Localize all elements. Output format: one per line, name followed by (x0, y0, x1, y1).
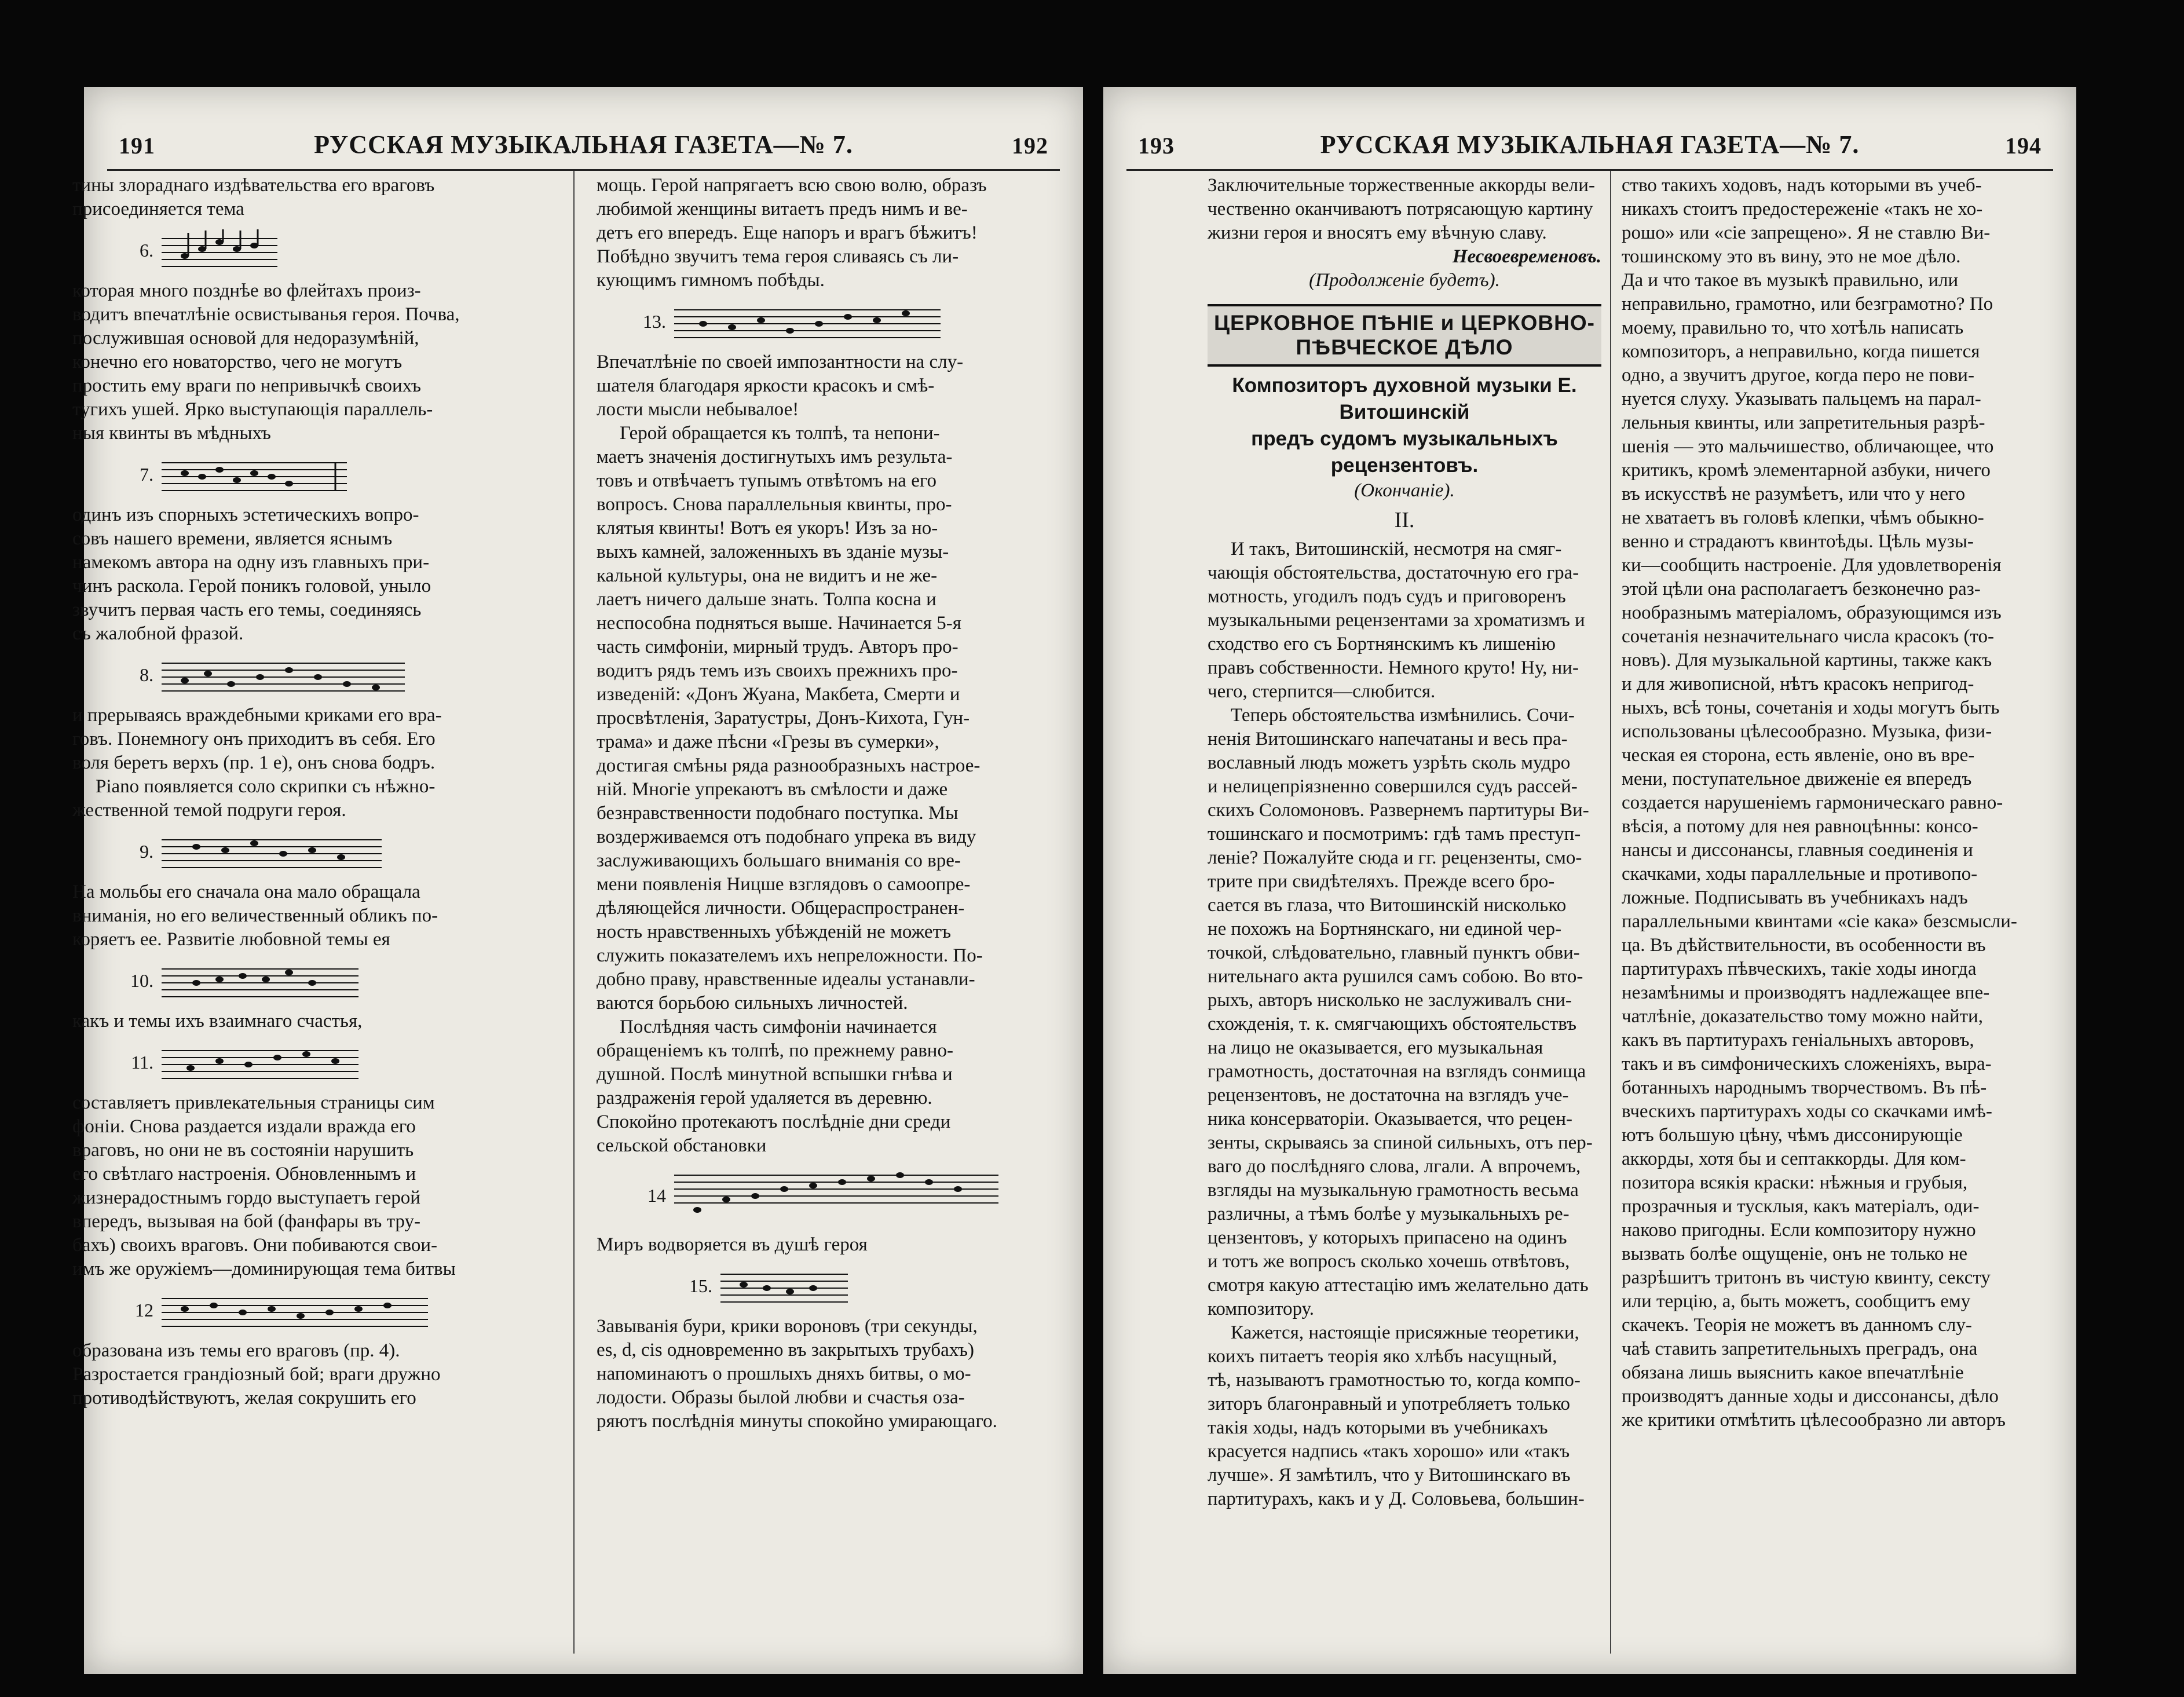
text-line: трите при свидѣтеляхъ. Прежде всего бро- (1208, 871, 1555, 892)
paragraph (597, 350, 1066, 422)
text-line: композиторъ, а неправильно, когда пишется (1622, 341, 1980, 362)
music-staff (162, 1287, 428, 1333)
example-number: 7. (140, 463, 153, 485)
text-line: чего, стерпится—слюбится. (1208, 681, 1436, 702)
text-line: Да и что такое въ музыкѣ правильно, или (1622, 270, 1959, 291)
text-line: тугихъ ушей. Ярко выступающія параллель- (72, 399, 433, 420)
text-line: схожденія, т. к. смягчающихъ обстоятельствъ (1208, 1014, 1577, 1034)
text-line: скихъ Соломоновъ. Развернемъ партитуры Ви- (1208, 800, 1589, 821)
text-line: ваются борьбою сильныхъ личностей. (597, 993, 908, 1014)
text-line: вопросъ. Снова параллельныя квинты, про- (597, 494, 952, 515)
text-line: моему, правильно то, что хотѣль написать (1622, 317, 1964, 338)
text-line: впередъ, вызывая на бой (фанфары въ тру- (72, 1211, 420, 1232)
text-line: въ искусствѣ не разумѣетъ, или что у него (1622, 484, 1966, 504)
text-line: дѣляющейся личности. Общераспространен- (597, 898, 965, 919)
music-example (84, 822, 565, 880)
text-line: Завыванія бури, крики вороновъ (три секунды, (597, 1316, 978, 1337)
text-line: чественно оканчиваютъ потрясающую картину (1208, 199, 1593, 220)
text-line: грамотность, достаточная на взглядъ сонмища (1208, 1061, 1586, 1082)
text-line: тошинскому это въ вину, это не мое дѣло. (1622, 246, 1961, 267)
music-example (597, 1257, 1066, 1315)
paragraph (1622, 174, 2030, 1432)
text-line: Послѣдняя часть симфоніи начинается (620, 1016, 937, 1037)
page-number: 191 (119, 133, 155, 159)
ending-note: (Окончаніе). (1354, 480, 1455, 501)
text-line: ваго до послѣдняго слова, лгали. А впрочемъ, (1208, 1156, 1581, 1177)
left-page (72, 87, 1083, 1674)
text-line: и прерываясь враждебными криками его вра- (72, 705, 442, 726)
text-line: точкой, слѣдовательно, главный пунктъ обви- (1208, 942, 1580, 963)
text-line: нуется слуху. Указывать пальцемъ на парал- (1622, 389, 1981, 409)
text-line: сходство его съ Бортнянскимъ къ лишенію (1208, 634, 1556, 654)
example-number: 6. (140, 239, 153, 261)
text-line: красуется надпись «такъ хорошо» или «такъ (1208, 1441, 1570, 1462)
text-line: тошинскаго и посмотримъ: гдѣ тамъ преступ- (1208, 824, 1581, 844)
paragraph (597, 422, 1066, 1015)
text-line: вѣсія, а потому для нея равноцѣнны: консо- (1622, 816, 1978, 837)
example-number: 15. (689, 1275, 712, 1296)
page-header (1103, 126, 2076, 167)
right-page (1103, 87, 2076, 1674)
text-line: мени, поступательное движеніе ея впередъ (1622, 769, 1972, 789)
text-line: ній. Многіе упрекаютъ въ смѣлости и даже (597, 779, 948, 800)
text-line: трама» и даже пѣсни «Грезы въ сумерки», (597, 732, 939, 752)
text-line: зенты, скрываясь за спиной сильныхъ, отъ пер- (1208, 1132, 1593, 1153)
text-line: такія ходы, надъ которыми въ учебникахъ (1208, 1417, 1548, 1438)
paragraph (597, 1015, 1066, 1158)
newspaper-title: РУССКАЯ МУЗЫКАЛЬНАЯ ГАЗЕТА—№ 7. (1320, 130, 1860, 159)
text-line: конечно его новаторство, чего не могутъ (72, 352, 403, 372)
text-line: образована изъ темы его враговъ (пр. 4). (72, 1340, 400, 1361)
text-line: нительнаго акта рушился самъ собою. Во вто- (1208, 966, 1583, 987)
text-line: параллельными квинтами «сіе кака» безсмысли- (1622, 911, 2017, 932)
text-line: шателя благодаря яркости красокъ и смѣ- (597, 375, 935, 396)
text-line: мени появленія Ницше взглядовъ о самоопре- (597, 874, 971, 895)
text-line: венно и страдаютъ квинтоѣды. Цѣль музы- (1622, 531, 1974, 552)
text-line: изведеній: «Донъ Жуана, Макбета, Смерти и (597, 684, 960, 705)
text-line: На мольбы его сначала она мало обращала (72, 882, 420, 902)
paragraph (1208, 537, 1601, 704)
text-line: прозрачныя и тусклыя, какъ матеріалъ, оди- (1622, 1196, 1980, 1217)
text-line: лости мысли небывалое! (597, 399, 799, 420)
text-line: Побѣдно звучитъ тема героя сливаясь съ ли- (597, 246, 959, 267)
paragraph (72, 1339, 565, 1410)
music-staff (162, 828, 382, 875)
text-line: напоминаютъ о прошлыхъ дняхъ битвы, о мо- (597, 1363, 971, 1384)
music-example (597, 292, 1066, 350)
example-number: 8. (140, 664, 153, 685)
page-number: 193 (1138, 133, 1175, 159)
music-staff (720, 1263, 848, 1309)
text-line: ческая ея сторона, есть явленіе, оно въ вре- (1622, 745, 1975, 766)
paragraph (1208, 704, 1601, 1321)
page-number: 194 (2005, 133, 2042, 159)
text-line: сается въ глаза, что Витошинскій нисколько (1208, 895, 1567, 916)
text-line: звучитъ первая часть его темы, соединяясь (72, 599, 422, 620)
text-line: лодости. Образы былой любви и счастья оза- (597, 1387, 965, 1408)
text-line: какъ въ партитурахъ геніальныхъ авторовъ, (1622, 1030, 1974, 1051)
music-example (84, 1033, 565, 1091)
paragraph (72, 880, 565, 952)
paragraph (597, 174, 1066, 292)
text-line: мощь. Герой напрягаетъ всю свою волю, образъ (597, 175, 987, 196)
text-line: неправильно, грамотно, или безграмотно? По (1622, 294, 1993, 314)
music-staff (162, 451, 347, 498)
music-staff (162, 652, 405, 698)
text-line: клятыя квинты! Вотъ ея укоръ! Изъ за но- (597, 518, 938, 539)
example-number: 9. (140, 840, 153, 862)
text-line: бахъ) своихъ враговъ. Они побиваются свои- (72, 1235, 438, 1256)
page-header (84, 126, 1083, 167)
text-line: наково пригодны. Если композитору нужно (1622, 1220, 1976, 1241)
music-staff (674, 1164, 998, 1227)
text-line: Теперь обстоятельства измѣнились. Сочи- (1231, 705, 1575, 726)
text-line: Миръ водворяется въ душѣ героя (597, 1234, 868, 1255)
article-title-line: предъ судомъ музыкальныхъ рецензентовъ. (1251, 427, 1558, 477)
text-line: жизнерадостнымъ гордо выступаетъ герой (72, 1187, 420, 1208)
text-line: обращеніемъ къ толпѣ, по прежнему равно- (597, 1040, 953, 1061)
column-rule (1610, 171, 1611, 1654)
text-line: создается нарушеніемъ гармоническаго равно- (1622, 792, 2003, 813)
text-line: зиторъ благонравный и употребляетъ только (1208, 1394, 1570, 1414)
paragraph (72, 174, 565, 221)
text-line: новъ). Для музыкальной картины, также какъ (1622, 650, 1992, 671)
text-line: тѣ, называютъ грамотностью то, когда компо- (1208, 1370, 1581, 1391)
text-line: ряютъ послѣднія минуты спокойно умирающаго. (597, 1411, 997, 1432)
text-line: составляетъ привлекательныя страницы сим (72, 1092, 435, 1113)
text-line: вызвать болѣе ощущеніе, онъ не только не (1622, 1244, 1968, 1264)
text-line: жественной темой подруги героя. (72, 800, 346, 821)
text-line: неспособна подняться выше. Начинается 5-я (597, 613, 961, 634)
text-line: и для живописной, нѣтъ красокъ непригод- (1622, 674, 1974, 694)
text-line: ненія Витошинскаго напечатаны и весь пра- (1208, 729, 1568, 749)
text-line: аккорды, хотя бы и септаккорды. Для ком- (1622, 1149, 1966, 1169)
paragraph (1208, 174, 1601, 245)
text-line: любимой женщины витаетъ предъ нимъ и ве- (597, 199, 968, 220)
text-line: ботанныхъ народнымъ творчествомъ. Въ пѣ- (1622, 1077, 1987, 1098)
text-line: правъ собственности. Немного круто! Ну, ни- (1208, 657, 1579, 678)
text-line: разрѣшитъ тритонъ въ чистую квинту, сексту (1622, 1267, 1991, 1288)
text-line: рошо» или «сіе запрещено». Я не ставлю Ви- (1622, 222, 1991, 243)
text-line: смотря какую аттестацію имъ желательно дать (1208, 1275, 1589, 1296)
text-line: просвѣтленія, Заратустры, Донъ-Кихота, Гун- (597, 708, 970, 729)
text-line: коихъ питаетъ теорія яко хлѣбъ насущный, (1208, 1346, 1557, 1367)
text-line: же критики отмѣтить цѣлесообразно ли авторъ (1622, 1410, 2006, 1431)
paragraph (1208, 1321, 1601, 1511)
text-line: Герой обращается къ толпѣ, та непони- (620, 423, 940, 444)
music-example (84, 952, 565, 1010)
text-line: и нелицепріязненно совершился судъ рассей- (1208, 776, 1578, 797)
text-line: леніе? Пожалуйте сюда и гг. рецензенты, смо- (1208, 847, 1582, 868)
text-line: одинъ изъ спорныхъ эстетическихъ вопро- (72, 504, 419, 525)
text-line: коряетъ ее. Развитіе любовной темы ея (72, 929, 390, 950)
text-line: нансы и диссонансы, главныя соединенія и (1622, 840, 1973, 861)
text-line: ныя квинты въ мѣдныхъ (72, 423, 271, 444)
text-line: ложные. Подписывать въ учебникахъ надъ (1622, 887, 1968, 908)
text-line: которая много позднѣе во флейтахъ произ- (72, 280, 421, 301)
text-line: ки—сообщить настроеніе. Для удовлетворенія (1622, 555, 2002, 576)
text-line: лучше». Я замѣтилъ, что у Витошинскаго въ (1208, 1465, 1571, 1486)
text-line: нообразнымъ матеріаломъ, образующимся изъ (1622, 602, 2002, 623)
paragraph (72, 279, 565, 445)
text-line: чающія обстоятельства, достаточную его гра- (1208, 562, 1579, 583)
text-line: сочетанія незначительнаго числа красокъ (то- (1622, 626, 1995, 647)
article-title-line: Композиторъ духовной музыки Е. Витошинскій (1232, 374, 1577, 423)
text-line: присоединяется тема (72, 199, 244, 220)
text-line: воздерживаемся отъ подобнаго упрека въ виду (597, 826, 976, 847)
text-line: Заключительные торжественные аккорды вели- (1208, 175, 1595, 196)
music-example (84, 646, 565, 704)
text-line: воля беретъ верхъ (пр. 1 е), онъ снова бодръ. (72, 752, 436, 773)
example-number: 14 (647, 1184, 666, 1206)
example-number: 13. (643, 310, 666, 332)
text-line: ца. Въ дѣйствительности, въ особенности въ (1622, 935, 1986, 956)
text-line: партитурахъ пѣвческихъ, такіе ходы иногда (1622, 959, 1977, 979)
paragraph (72, 503, 565, 646)
text-line: ника консерваторіи. Оказывается, что рецен- (1208, 1109, 1572, 1129)
text-line: одно, а звучитъ другое, когда перо не пови- (1622, 365, 1974, 386)
text-line: скачекъ. Теорія не можетъ въ данномъ слу- (1622, 1315, 1972, 1336)
text-line: водитъ впечатлѣніе освистыванья героя. Почва, (72, 304, 460, 325)
example-number: 12 (135, 1299, 153, 1321)
text-line: шенія — это мальчишество, обличающее, что (1622, 436, 1994, 457)
text-line: этой цѣли она располагаетъ безконечно раз- (1622, 579, 1981, 599)
text-line: лельныя квинты, или запретительныя разрѣ- (1622, 412, 1985, 433)
newspaper-title: РУССКАЯ МУЗЫКАЛЬНАЯ ГАЗЕТА—№ 7. (314, 130, 853, 159)
text-line: es, d, cis одновременно въ закрытыхъ трубахъ) (597, 1340, 975, 1360)
text-line: такъ и въ симфоническихъ сложеніяхъ, выра- (1622, 1054, 1992, 1074)
text-line: мотность, угодилъ подъ судъ и приговоренъ (1208, 586, 1566, 607)
text-line: заслуживающихъ большаго вниманія со вре- (597, 850, 961, 871)
text-line: Спокойно протекаютъ послѣдніе дни среди (597, 1111, 951, 1132)
text-line: ность нравственныхъ убѣжденій не можетъ (597, 921, 952, 942)
text-line: вческихъ партитурахъ ходы со скачками имѣ- (1622, 1101, 1992, 1122)
text-line: никахъ стоитъ предостереженіе «такъ не хо- (1622, 199, 1983, 220)
example-number: 10. (130, 970, 153, 991)
text-line: товъ и отвѣчаетъ тупымъ отвѣтомъ на его (597, 470, 937, 491)
text-line: имъ же оружіемъ—доминирующая тема битвы (72, 1259, 456, 1279)
music-staff (162, 1039, 358, 1085)
text-line: водитъ рядъ темъ изъ своихъ прежнихъ про- (597, 660, 958, 681)
column-1 (72, 174, 565, 1410)
page-number: 192 (1012, 133, 1048, 159)
text-line: музыкальными рецензентами за хроматизмъ и (1208, 610, 1585, 631)
text-line: выхъ камней, заложенныхъ въ зданіе музы- (597, 542, 949, 562)
text-line: простить ему враги по непривычкѣ своихъ (72, 375, 421, 396)
text-line: враговъ, но они не въ состояніи нарушить (72, 1140, 414, 1161)
music-example (84, 445, 565, 503)
text-line: обязана лишь выяснить какое впечатлѣніе (1622, 1362, 1964, 1383)
text-line: Кажется, настоящіе присяжные теоретики, (1231, 1322, 1579, 1343)
header-rule (107, 169, 1060, 171)
text-line: тины злораднаго издѣвательства его враговъ (72, 175, 435, 196)
text-line: или терцію, а, быть можетъ, сообщитъ ему (1622, 1291, 1971, 1312)
continuation-note: (Продолженіе будетъ). (1309, 270, 1500, 291)
text-line: позитора всякія краски: нѣжныя и грубыя, (1622, 1172, 1968, 1193)
text-line: использованы цѣлесообразно. Музыка, физи- (1622, 721, 1992, 742)
text-line: достигая смѣны ряда разнообразныхъ настрое- (597, 755, 981, 776)
text-line: его свѣтлаго настроенія. Обновленнымъ и (72, 1164, 416, 1184)
music-staff (162, 957, 358, 1004)
text-line: раздраженія герой удаляется въ деревню. (597, 1088, 932, 1109)
paragraph (72, 1091, 565, 1281)
section-number: II. (1394, 508, 1415, 532)
text-line: часть симфоніи, мирный трудъ. Авторъ про- (597, 637, 959, 657)
text-line: взгляды на музыкальную грамотность весьма (1208, 1180, 1579, 1201)
text-line: рыхъ, авторъ нисколько не заслуживалъ сни- (1208, 990, 1572, 1011)
text-line: чаѣ ставить запретительныхъ преградъ, она (1622, 1338, 1978, 1359)
text-line: намекомъ автора на одну изъ главныхъ при- (72, 552, 430, 573)
text-line: жизни героя и вносятъ ему вѣчную славу. (1208, 222, 1547, 243)
music-staff (162, 227, 277, 273)
music-staff (674, 298, 941, 345)
text-line: на лицо не оказывается, его музыкальная (1208, 1037, 1543, 1058)
text-line: не похожъ на Бортнянскаго, ни единой чер- (1208, 919, 1562, 939)
column-4 (1622, 174, 2030, 1432)
text-line: Впечатлѣніе по своей импозантности на слу- (597, 352, 964, 372)
section-banner: ЦЕРКОВНОЕ ПѢНІЕ и ЦЕРКОВНО-ПѢВЧЕСКОЕ ДѢЛО (1208, 304, 1601, 367)
text-line: ютъ большую цѣну, чѣмъ диссонирующіе (1622, 1125, 1963, 1146)
column-2 (597, 174, 1066, 1433)
paragraph (72, 775, 565, 822)
text-line: цензентовъ, у которыхъ припасено на одинъ (1208, 1227, 1567, 1248)
text-line: рецензентовъ, не достаточна на взглядъ уче- (1208, 1085, 1569, 1106)
text-line: какъ и темы ихъ взаимнаго счастья, (72, 1011, 363, 1032)
text-line: скачками, ходы параллельные и противопо- (1622, 864, 1978, 884)
text-line: композитору. (1208, 1299, 1314, 1319)
article-title (1208, 372, 1601, 479)
text-line: вниманія, но его величественный обликъ по- (72, 905, 438, 926)
text-line: различны, а тѣмъ болѣе у музыкальныхъ ре- (1208, 1204, 1570, 1224)
text-line: говъ. Понемногу онъ приходитъ въ себя. Его (72, 729, 436, 749)
text-line: кующимъ гимномъ побѣды. (597, 270, 825, 291)
paragraph (72, 1010, 565, 1033)
text-line: безнравственности подобнаго поступка. Мы (597, 803, 959, 824)
text-line: ство такихъ ходовъ, надъ которыми въ учеб- (1622, 175, 1982, 196)
text-line: не хватаетъ въ головѣ клепки, чѣмъ обыкно- (1622, 507, 1984, 528)
text-line: ныхъ, всѣ тоны, сочетанія и ходы могутъ быть (1622, 697, 2000, 718)
paragraph (72, 704, 565, 775)
text-line: маетъ значенія достигнутыхъ имъ результа- (597, 447, 953, 467)
column-rule (573, 171, 575, 1654)
example-number: 11. (131, 1051, 153, 1073)
text-line: съ жалобной фразой. (72, 623, 244, 644)
text-line: сельской обстановки (597, 1135, 767, 1156)
text-line: служить показателемъ ихъ непреложности. По- (597, 945, 983, 966)
text-line: противодѣйствуютъ, желая сокрушить его (72, 1388, 416, 1409)
music-example (84, 221, 565, 279)
column-3 (1208, 174, 1601, 1511)
text-line: лаетъ ничего дальше знать. Толпа косна и (597, 589, 936, 610)
text-line: Piano появляется соло скрипки съ нѣжно- (96, 776, 436, 797)
text-line: детъ его впередъ. Еще напоръ и врагъ бѣжитъ! (597, 222, 978, 243)
text-line: вославный людъ можетъ узрѣть сколь мудро (1208, 752, 1571, 773)
text-line: Разростается грандіозный бой; враги дружно (72, 1364, 441, 1385)
text-line: фоніи. Снова раздается издали вражда его (72, 1116, 416, 1137)
text-line: и тотъ же вопросъ сколько хочешь отвѣтовъ, (1208, 1251, 1570, 1272)
text-line: незамѣнимы и производятъ надлежащее впе- (1622, 982, 1990, 1003)
music-example (84, 1281, 565, 1339)
text-line: послужившая основой для недоразумѣній, (72, 328, 419, 349)
music-example (597, 1158, 1066, 1233)
text-line: чинъ раскола. Герой поникъ головой, уныло (72, 576, 431, 597)
text-line: душной. Послѣ минутной вспышки гнѣва и (597, 1064, 953, 1085)
text-line: И такъ, Витошинскій, несмотря на смяг- (1231, 539, 1562, 559)
text-line: производятъ данные ходы и диссонансы, дѣло (1622, 1386, 1999, 1407)
paragraph (597, 1315, 1066, 1433)
text-line: кальной культуры, она не видитъ и не же- (597, 565, 938, 586)
text-line: чатлѣніе, доказательство тому можно найти, (1622, 1006, 1983, 1027)
author-signature: Несвоевременовъ. (1452, 246, 1601, 267)
paragraph (597, 1233, 1066, 1257)
text-line: добно праву, нравственные идеалы устанавли- (597, 969, 975, 990)
text-line: партитурахъ, какъ и у Д. Соловьева, большин- (1208, 1488, 1585, 1509)
text-line: совъ нашего времени, является яснымъ (72, 528, 393, 549)
header-rule (1126, 169, 2053, 171)
text-line: критикъ, кромѣ элементарной азбуки, ничего (1622, 460, 1991, 481)
